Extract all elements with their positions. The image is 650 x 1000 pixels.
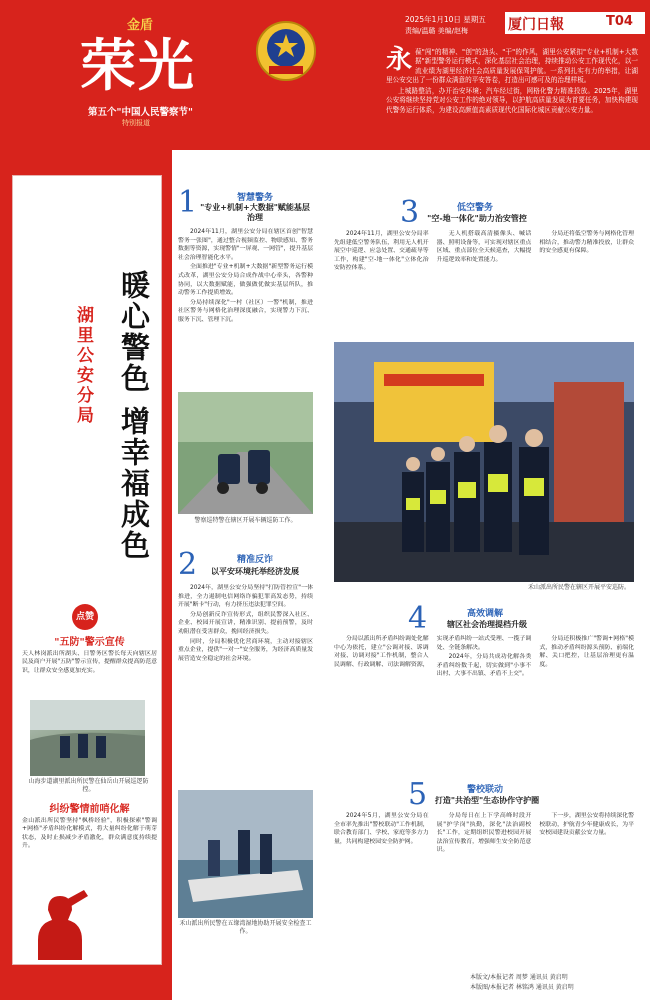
paragraph: 分局每日在上下学高峰时段开展"护学岗"执勤，深化"法治副校长"工作，定期组织民警进校园开展法治宣传教育，增强师生安全防范意识。 (436, 813, 532, 854)
section-3-subtitle: "空-地一体化"助力治安管控 (427, 214, 527, 223)
text-credit: 本版文/本报记者 周梦 通讯员 黄启明 (470, 974, 568, 981)
paragraph: 分局以派出所矛盾纠纷调处化解中心为依托，建立"公调对接、诉调对接、访调对接"工作机制，整合人民调解、行政调解、司法调解资源，实现矛盾纠纷一站式受理、一揽子调处、全链条解决。 (334, 636, 532, 668)
brand-small: 金盾 (126, 18, 153, 33)
editor-credit: 责编/温璐 美编/赵梅 (405, 27, 468, 35)
paragraph: 2024年5月，湖里公安分局在全市率先推出"警校联动"工作机制，联合教育部门、学校、家庭等多方力量，共同构建校园安全防护网。 (334, 813, 429, 845)
department-name: 湖里公安分局 (73, 306, 93, 426)
section-1-number: 1 (178, 185, 198, 220)
newspaper-logo: 厦门日報 (508, 17, 564, 33)
side-story-2-body: 金山派出所民警坚持"枫桥经验"，积极探索"警调+网格"矛盾纠纷化解模式，将大量纠纷化解于萌芽状态，及时止损减少矛盾激化，群众满意度持续提升。 (22, 818, 157, 850)
paragraph: 2024年11月，湖里公安分局率先组建低空警务队伍，利用无人机开展空中巡逻、应急处置、交通疏导等工作，构建"空-地一体化"立体化治安防控体系。 (334, 231, 429, 272)
section-3-photo (334, 342, 634, 582)
intro-paragraph-2: 上城路整洁，办开治安环境；汽车经过街，网格化警力精准投放。2025年，湖里公安将继续坚持党对公安工作的绝对领导，以护航高质量发展为首要任务，加快构建现代警务运行体系，为建设高颜值高素质现代化国际化城区贡献公安力量。 (386, 87, 638, 114)
section-5-number: 5 (408, 777, 428, 812)
section-5-subtitle: 打造"共治型"生态协作守护圈 (434, 796, 540, 805)
section-5-title: 警校联动 (466, 785, 503, 795)
police-emblem-icon (255, 20, 317, 82)
side-story-2-title: 纠纷警情前哨化解 (49, 804, 130, 815)
section-2-subtitle: 以平安环境托举经济发展 (211, 567, 299, 576)
section-3-title: 低空警务 (456, 203, 493, 213)
side-story-1-title: "五防"警示宣传 (54, 637, 125, 648)
paragraph: 全面推进"专业+机制+大数据"新型警务运行模式改革，湖里公安分局合成作战中心牵头，各警种协同，以大数据赋能，做强做优做实基层所队，推动警务工作提质增效。 (178, 264, 313, 297)
section-4-number: 4 (408, 601, 428, 636)
section-2-title: 精准反诈 (236, 555, 273, 565)
page-number: T04 (606, 14, 633, 29)
side-photo (30, 700, 145, 776)
section-1-caption: 警察巡特警在辖区开展车辆巡防工作。 (194, 517, 297, 524)
paragraph: 2024年，湖里公安分局坚持"打防管控宣"一体推进，全力遏制电信网络诈骗犯罪高发态势，持续开展"断卡"行动，有力挤压违法犯罪空间。 (178, 585, 313, 609)
section-5-body (334, 812, 634, 952)
paragraph: 分局还积极推广"警调+网格"模式，推动矛盾纠纷源头预防、前端化解、关口把控，让基层治理更有温度。 (539, 636, 634, 668)
section-2-caption: 禾山派出所民警在五缘湾湿地协助开展安全检查工作。 (179, 920, 312, 935)
section-1-title: 智慧警务 (236, 193, 273, 203)
side-story-1-body: 天人林岗派出所湖头、日警务区警长每天向辖区居民及商户开展"五防"警示宣传，提醒群众提高防范意识，让群众安全感更加充实。 (22, 651, 158, 674)
side-photo-caption: 山海步道湖里派出所民警在仙岳山开展巡逻防控。 (28, 778, 149, 793)
brand-title: 荣光 (80, 33, 196, 99)
section-4-title: 高效调解 (466, 609, 503, 619)
dianzan-badge: 点赞 (72, 604, 98, 630)
issue-date: 2025年1月10日 星期五 (405, 15, 486, 24)
paragraph: 分局持续深化"一村（社区）一警"机制，推进社区警务与网格化治理深度融合，实现警力下沉、服务下沉、管理下沉。 (178, 299, 313, 323)
paragraph: 无人机搭载高清摄像头、喊话器、照明设备等，可实现对辖区重点区域、重点部位全天候巡查，大幅提升巡逻效率和处置能力。 (436, 231, 532, 263)
section-4-subtitle: 辖区社会治理提档升级 (447, 620, 527, 629)
special-subtitle: 第五个"中国人民警察节" (88, 107, 193, 118)
section-1-body (178, 228, 313, 390)
salute-silhouette-icon (18, 880, 98, 960)
main-headline: 暖心警色 增幸福成色 (117, 270, 151, 562)
paragraph: 下一步，湖里公安将持续深化警校联动，护航青少年健康成长，为平安校园建设贡献公安力量。 (539, 813, 634, 837)
section-3-number: 3 (400, 195, 420, 230)
paragraph: 分局创新反诈宣传形式，组织民警深入社区、企业、校园开展宣讲，精准识别、提前预警，及时劝阻潜在受害群众，挽回经济损失。 (178, 611, 313, 635)
paragraph: 同时，分局积极优化营商环境，主动对接辖区重点企业，提供"一对一"安全服务，为经济高质量发展营造安全稳定的社会环境。 (178, 638, 313, 662)
special-report-tag: 特别报道 (122, 119, 150, 127)
section-2-number: 2 (178, 547, 198, 582)
section-2-body (178, 584, 313, 776)
intro-dropcap: 永 (386, 45, 413, 75)
section-4-body (334, 635, 634, 763)
paragraph: 2024年，分局共成功化解各类矛盾纠纷数千起，切实做到"小事不出村、大事不出镇、矛盾不上交"。 (436, 654, 532, 678)
photo-credit: 本版图/本报记者 林铭鸿 通讯员 黄启明 (470, 984, 574, 991)
paragraph: 2024年11月，湖里公安分局在辖区首创"智慧警务一张图"，通过整合视频监控、物联感知、警务数据等资源，实现警情"一屏观、一网管"，提升基层社会治理智能化水平。 (178, 229, 313, 261)
section-3-body (334, 230, 634, 342)
section-3-caption: 禾山派出所民警在辖区开展平安巡防。 (527, 584, 630, 591)
section-2-photo (178, 790, 313, 918)
section-1-subtitle: "专业+机制+大数据"赋能基层治理 (200, 203, 310, 222)
intro-text (386, 45, 638, 146)
paragraph: 分局还将低空警务与网格化管理相结合，推动警力精准投放，让群众的安全感更有保障。 (539, 231, 634, 255)
section-1-photo (178, 392, 313, 514)
intro-paragraph-1: 葆"闯"的精神、"创"的劲头、"干"的作风，湖里公安紧扣"专业+机制+大数据"新型警务运行模式，深化基层社会治理，持续推动公安工作现代化，以一流业绩为湖里经济社会高质量发展保驾护航。一系列扎实有力的举措，让湖里公安交出了一份群众满意的平安答卷，打造出可感可及的治理样板。 (386, 48, 638, 84)
